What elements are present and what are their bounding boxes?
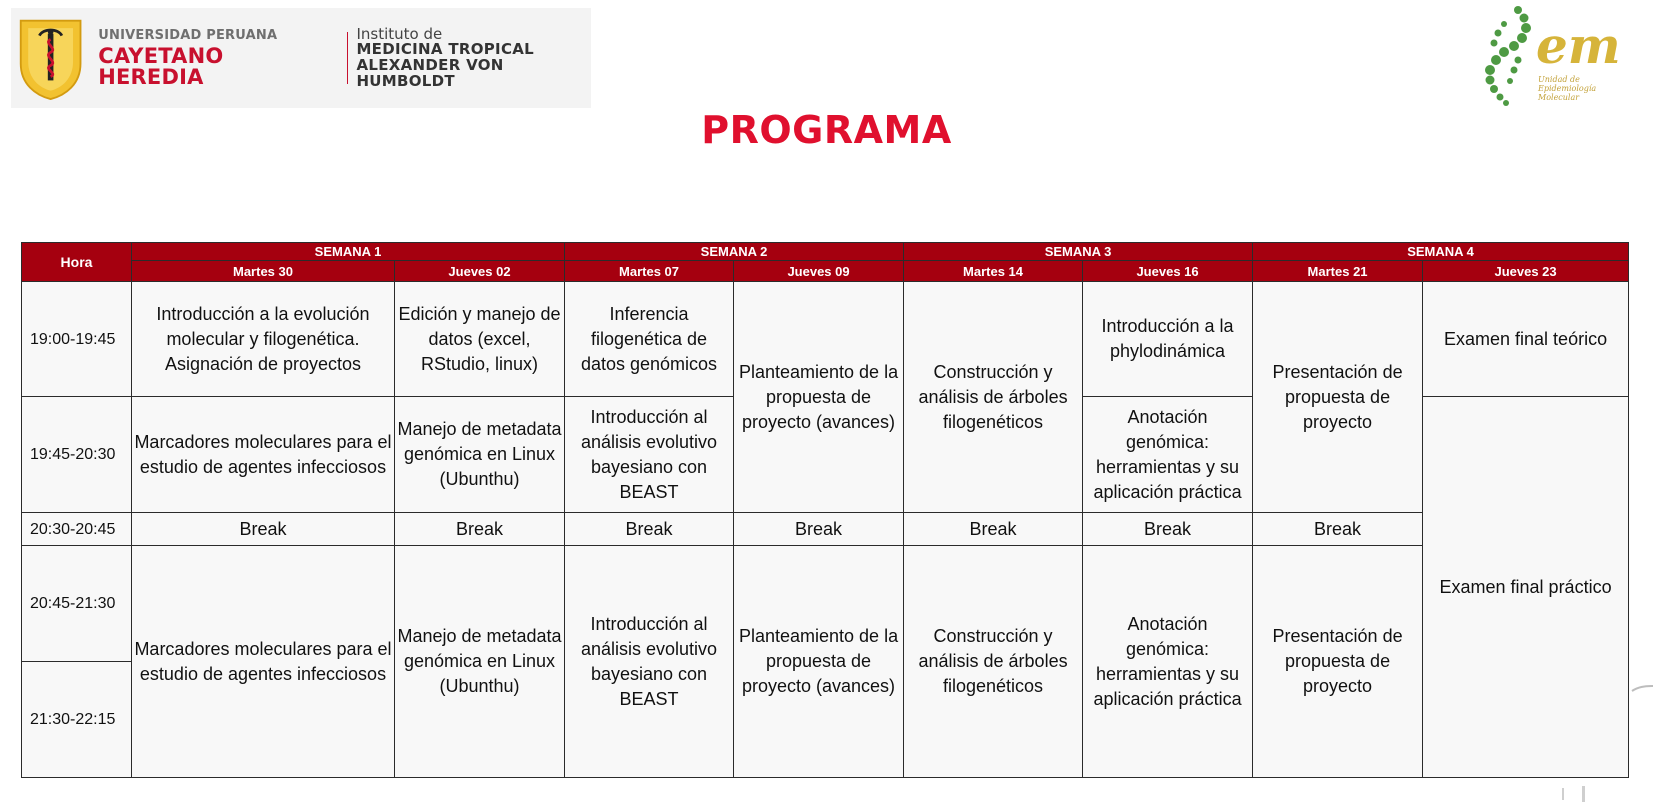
university-name <box>98 29 320 88</box>
session-cell: Anotación genómica: herramientas y su aplicación práctica <box>1083 546 1253 778</box>
session-cell: Introducción al análisis evolutivo bayesiano con BEAST <box>565 397 734 513</box>
unit-logo-subtitle-line1: Unidad de <box>1538 75 1580 84</box>
session-cell: Presentación de propuesta de proyecto <box>1253 282 1423 513</box>
day-header: Jueves 09 <box>734 261 904 282</box>
table-row <box>22 282 1629 397</box>
institute-name-line1: Instituto de <box>356 24 443 43</box>
break-cell: Break <box>1253 513 1423 546</box>
day-header-row <box>22 261 1629 282</box>
institute-name <box>356 24 591 90</box>
break-cell: Break <box>1083 513 1253 546</box>
session-cell: Planteamiento de la propuesta de proyecto (avances) <box>734 546 904 778</box>
time-slot: 19:00-19:45 <box>22 282 132 397</box>
session-cell: Introducción al análisis evolutivo bayesiano con BEAST <box>565 546 734 778</box>
dna-dots-icon <box>1474 3 1544 113</box>
day-header: Martes 14 <box>904 261 1083 282</box>
time-slot: 20:45-21:30 <box>22 546 132 662</box>
schedule-table <box>21 242 1629 778</box>
week-header: SEMANA 1 <box>132 243 565 261</box>
unit-logo-subtitle <box>1538 75 1596 103</box>
unit-logo-subtitle-line3: Molecular <box>1538 93 1580 103</box>
unit-logo <box>1474 3 1621 113</box>
exam-cell: Examen final práctico <box>1423 397 1629 778</box>
break-cell: Break <box>132 513 395 546</box>
day-header: Martes 07 <box>565 261 734 282</box>
table-row <box>22 513 1629 546</box>
day-header: Jueves 23 <box>1423 261 1629 282</box>
session-cell: Edición y manejo de datos (excel, RStudio, linux) <box>395 282 565 397</box>
break-cell: Break <box>565 513 734 546</box>
university-name-line2: CAYETANO HEREDIA <box>98 43 224 89</box>
session-cell: Marcadores moleculares para el estudio de agentes infecciosos <box>132 397 395 513</box>
day-header: Jueves 02 <box>395 261 565 282</box>
time-slot: 19:45-20:30 <box>22 397 132 513</box>
session-cell: Presentación de propuesta de proyecto <box>1253 546 1423 778</box>
session-cell: Planteamiento de la propuesta de proyecto (avances) <box>734 282 904 513</box>
time-slot: 20:30-20:45 <box>22 513 132 546</box>
session-cell: Manejo de metadata genómica en Linux (Ubunthu) <box>395 397 565 513</box>
session-cell: Introducción a la phylodinámica <box>1083 282 1253 397</box>
day-header: Martes 30 <box>132 261 395 282</box>
decorative-mark <box>1560 784 1590 804</box>
week-header: SEMANA 3 <box>904 243 1253 261</box>
break-cell: Break <box>904 513 1083 546</box>
session-cell: Marcadores moleculares para el estudio de agentes infecciosos <box>132 546 395 778</box>
week-header: SEMANA 2 <box>565 243 904 261</box>
page-title: PROGRAMA <box>701 108 952 152</box>
break-cell: Break <box>734 513 904 546</box>
week-header: SEMANA 4 <box>1253 243 1629 261</box>
table-row <box>22 546 1629 662</box>
session-cell: Construcción y análisis de árboles filogenéticos <box>904 546 1083 778</box>
session-cell: Anotación genómica: herramientas y su aplicación práctica <box>1083 397 1253 513</box>
week-header-row <box>22 243 1629 261</box>
hora-header: Hora <box>22 243 132 282</box>
university-name-line1: UNIVERSIDAD PERUANA <box>98 27 278 43</box>
day-header: Martes 21 <box>1253 261 1423 282</box>
institute-name-line3: ALEXANDER VON HUMBOLDT <box>356 56 504 90</box>
time-slot: 21:30-22:15 <box>22 662 132 778</box>
session-cell: Inferencia filogenética de datos genómicos <box>565 282 734 397</box>
university-shield-icon <box>17 12 84 104</box>
break-cell: Break <box>395 513 565 546</box>
decorative-line <box>1630 683 1653 693</box>
university-logo <box>11 8 591 108</box>
unit-logo-subtitle-line2: Epidemiología <box>1538 84 1597 94</box>
session-cell: Construcción y análisis de árboles filogenéticos <box>904 282 1083 513</box>
day-header: Jueves 16 <box>1083 261 1253 282</box>
institute-name-line2: MEDICINA TROPICAL <box>356 40 535 59</box>
exam-cell: Examen final teórico <box>1423 282 1629 397</box>
logo-divider <box>347 32 348 84</box>
session-cell: Manejo de metadata genómica en Linux (Ubunthu) <box>395 546 565 778</box>
unit-logo-text: em <box>1536 16 1621 75</box>
session-cell: Introducción a la evolución molecular y filogenética. Asignación de proyectos <box>132 282 395 397</box>
